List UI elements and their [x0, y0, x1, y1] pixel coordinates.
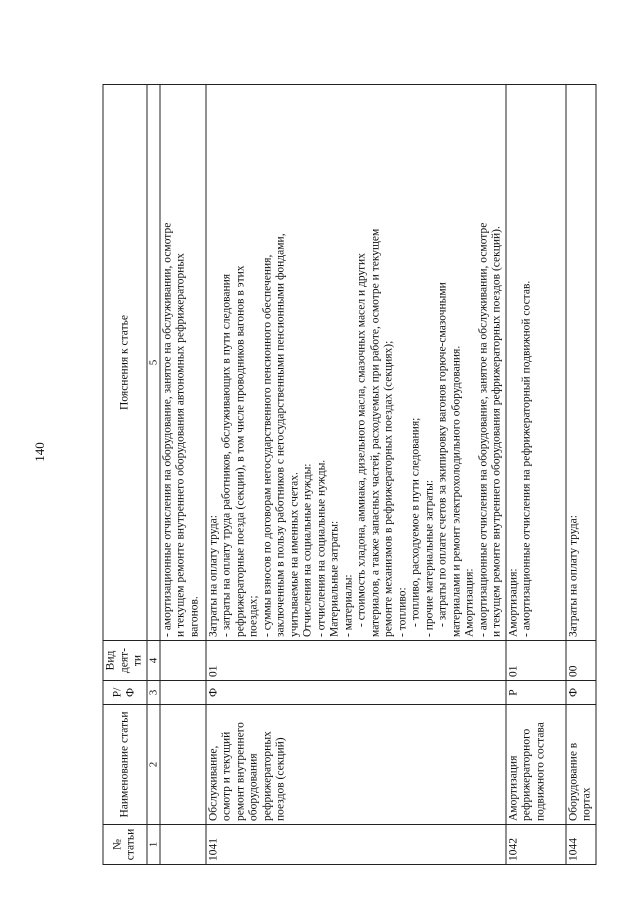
text-line: учитываемые на именных счетах.	[288, 472, 300, 637]
text-line: - суммы взносов по договорам негосударственного пенсионного обеспечения,	[261, 254, 273, 637]
header-name: Наименование статьи	[103, 705, 147, 825]
text-line: и текущем ремонте внутреннего оборудования рефрижераторных поездов (секций).	[490, 226, 503, 637]
column-number: 5	[147, 85, 160, 641]
text-line: материалами и ремонт электрохолодильного оборудования.	[450, 345, 462, 637]
header-rf: Р/Ф	[103, 681, 147, 705]
row-explanation	[506, 85, 566, 641]
text-line: - амортизационные отчисления на оборудование, занятое на обслуживании, осмотре	[161, 222, 173, 637]
table-row	[206, 85, 506, 865]
header-no: № статьи	[103, 825, 147, 865]
text-line: заключенным в пользу работников с негосударственными пенсионными фондами,	[274, 233, 287, 637]
table-row	[506, 85, 566, 865]
row-number: 1041	[206, 825, 506, 865]
text-line: - амортизационные отчисления на оборудование, занятое на обслуживании, осмотре	[477, 222, 489, 637]
header-explanation: Пояснения к статье	[103, 85, 147, 641]
text-line: и текущем ремонте внутреннего оборудования автономных рефрижераторных	[174, 253, 187, 637]
column-number: 4	[147, 641, 160, 681]
continuation-text	[160, 85, 206, 641]
text-line: вагонов.	[188, 596, 200, 637]
row-name: Оборудование в портах	[566, 705, 596, 825]
text-line: - прочие материальные затраты:	[423, 479, 435, 637]
column-number: 3	[147, 681, 160, 705]
table-row	[566, 85, 596, 865]
rotated-table-container	[103, 85, 593, 865]
text-line: Затраты на оплату труда:	[567, 515, 579, 637]
row-rf: Ф	[206, 681, 506, 705]
text-line: Амортизация:	[463, 568, 476, 637]
page-number: 140	[32, 442, 47, 462]
row-vid: 00	[566, 641, 596, 681]
text-line: Материальные затраты:	[328, 520, 341, 637]
cost-items-table	[103, 84, 597, 865]
text-line: рефрижераторные поезда (секции), в том числе проводников вагонов в этих	[234, 265, 246, 637]
row-name: Обслуживание, осмотр и текущий ремонт внутреннего оборудования рефрижераторных поездов (секций)	[206, 705, 506, 825]
row-number: 1042	[506, 825, 566, 865]
row-rf: Р	[506, 681, 566, 705]
column-number: 2	[147, 705, 160, 825]
text-line: - стоимость хладона, аммиака, дизельного масла, смазочных масел и других	[355, 253, 368, 627]
text-line: Отчисления на социальные нужды:	[301, 463, 314, 637]
text-line: - отчисления на социальные нужды.	[315, 459, 327, 637]
row-name: Амортизация рефрижераторного подвижного состава	[506, 705, 566, 825]
header-row	[103, 85, 147, 865]
text-line: - затраты по оплате счетов за экипировку вагонов горюче-смазочными	[436, 282, 449, 627]
text-line: Амортизация:	[507, 568, 519, 637]
row-vid: 01	[506, 641, 566, 681]
text-line: Затраты на оплату труда:	[207, 515, 219, 637]
row-explanation	[566, 85, 596, 641]
row-number: 1044	[566, 825, 596, 865]
text-line: поездах;	[247, 595, 260, 637]
text-line: ремонте механизмов в рефрижераторных поездах (секциях);	[382, 340, 395, 637]
row-vid: 01	[206, 641, 506, 681]
column-number: 1	[147, 825, 160, 865]
row-explanation	[206, 85, 506, 641]
text-line: - топливо, расходуемое в пути следования;	[409, 417, 422, 627]
text-line: - топливо:	[396, 587, 408, 637]
row-rf: Ф	[566, 681, 596, 705]
text-line: материалов, а также запасных частей, расходуемых при работе, осмотре и текущем	[369, 228, 381, 637]
continuation-row	[160, 85, 206, 865]
header-vid: Вид деят-ти	[103, 641, 147, 681]
text-line: - материалы:	[342, 574, 354, 637]
text-line: - амортизационные отчисления на рефрижераторный подвижной состав.	[520, 280, 533, 637]
column-number-row	[147, 85, 160, 865]
text-line: - затраты на оплату труда работников, обслуживающих в пути следования	[220, 273, 233, 637]
